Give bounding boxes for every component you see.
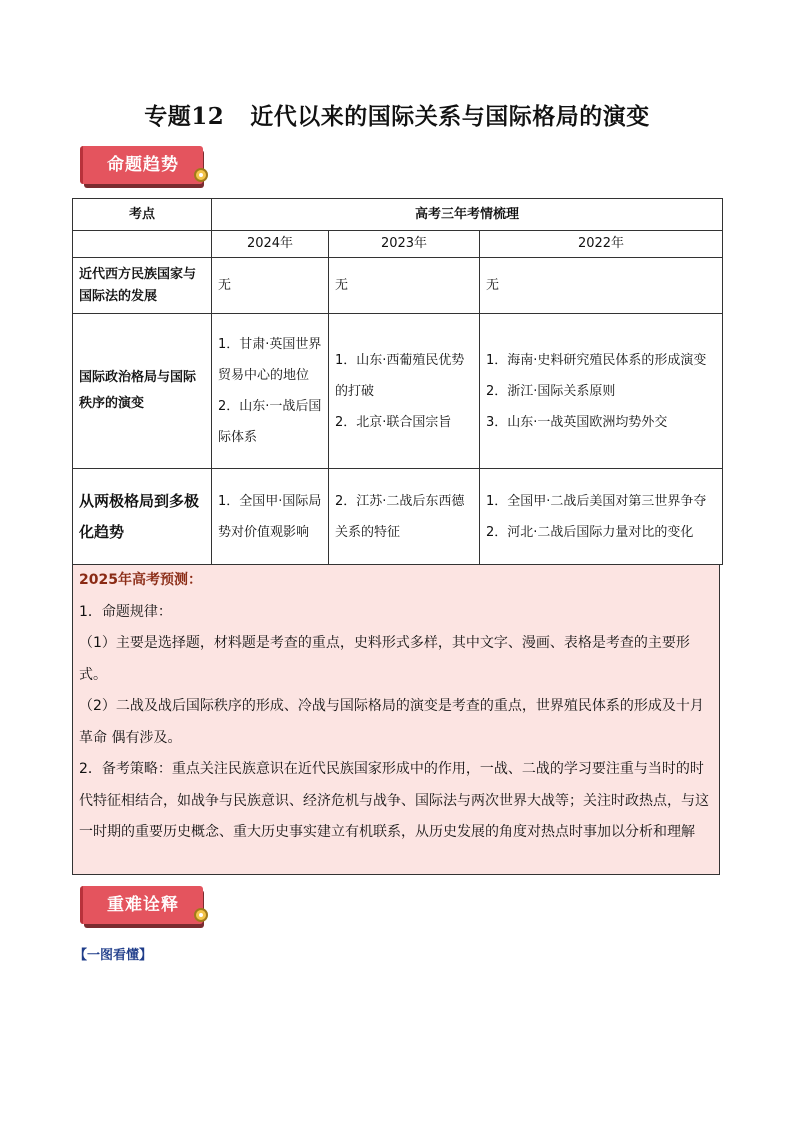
cell-item: 3．山东·一战英国欧洲均势外交 bbox=[486, 414, 668, 430]
ring-icon bbox=[194, 168, 208, 182]
cell-item: 2．浙江·国际关系原则 bbox=[486, 383, 616, 399]
banner-label: 命题趋势 bbox=[80, 146, 203, 184]
cell-2023 bbox=[329, 469, 480, 565]
page-title bbox=[0, 98, 794, 131]
topic-name: 近代以来的国际关系与国际格局的演变 bbox=[250, 103, 650, 130]
cell-2023 bbox=[329, 314, 480, 469]
ring-icon bbox=[194, 908, 208, 922]
year-2023: 2023年 bbox=[329, 231, 480, 258]
banner-key-points bbox=[80, 886, 212, 932]
prediction-box bbox=[72, 565, 720, 875]
cell-item: 1．全国甲·二战后美国对第三世界争夺 bbox=[486, 493, 707, 509]
cell-item: 1．全国甲·国际局势对价值观影响 bbox=[218, 493, 322, 540]
cell-2022 bbox=[480, 314, 723, 469]
prediction-line: 2．备考策略：重点关注民族意识在近代民族国家形成中的作用，一战、二战的学习要注重与当时的时代特征相结合，如战争与民族意识、经济危机与战争、国际法与两次世界大战等；关注时政热点，与这一时期的重要历史概念、重大历史事实建立有机联系，从历史发展的角度对热点时事加以分析和理解 bbox=[79, 761, 709, 840]
header-topic: 考点 bbox=[73, 199, 212, 231]
cell-item: 2．江苏·二战后东西德关系的特征 bbox=[335, 493, 465, 540]
cell-2024 bbox=[212, 469, 329, 565]
cell-2024 bbox=[212, 314, 329, 469]
exam-table bbox=[72, 198, 723, 565]
topic-cell: 近代西方民族国家与国际法的发展 bbox=[73, 258, 212, 314]
prediction-heading: 2025年高考预测： bbox=[79, 572, 202, 588]
header-three-years: 高考三年考情梳理 bbox=[212, 199, 723, 231]
cell-item: 1．海南·史料研究殖民体系的形成演变 bbox=[486, 352, 707, 368]
topic-cell: 从两极格局到多极化趋势 bbox=[73, 469, 212, 565]
cell-2024: 无 bbox=[212, 258, 329, 314]
cell-item: 2．山东·一战后国际体系 bbox=[218, 399, 322, 445]
prediction-line: 1．命题规律： bbox=[79, 603, 172, 620]
banner-label: 重难诠释 bbox=[80, 886, 203, 924]
header-blank bbox=[73, 231, 212, 258]
section-label: 【一图看懂】 bbox=[74, 948, 153, 963]
cell-2023: 无 bbox=[329, 258, 480, 314]
year-2022: 2022年 bbox=[480, 231, 723, 258]
cell-item: 2．北京·联合国宗旨 bbox=[335, 414, 452, 430]
cell-2022 bbox=[480, 469, 723, 565]
cell-2022: 无 bbox=[480, 258, 723, 314]
banner-proposition-trend bbox=[80, 146, 212, 192]
cell-item: 2．河北·二战后国际力量对比的变化 bbox=[486, 524, 694, 540]
prediction-line: （1）主要是选择题，材料题是考查的重点，史料形式多样，其中文字、漫画、表格是考查的主要形式。 bbox=[79, 635, 690, 683]
year-2024: 2024年 bbox=[212, 231, 329, 258]
cell-item: 1．山东·西葡殖民优势的打破 bbox=[335, 352, 465, 399]
topic-cell: 国际政治格局与国际秩序的演变 bbox=[73, 314, 212, 469]
topic-number: 专题12 bbox=[144, 103, 225, 130]
prediction-line: （2）二战及战后国际秩序的形成、冷战与国际格局的演变是考查的重点，世界殖民体系的形成及十月革命 偶有涉及。 bbox=[79, 698, 704, 746]
cell-item: 1．甘肃·英国世界贸易中心的地位 bbox=[218, 337, 322, 383]
